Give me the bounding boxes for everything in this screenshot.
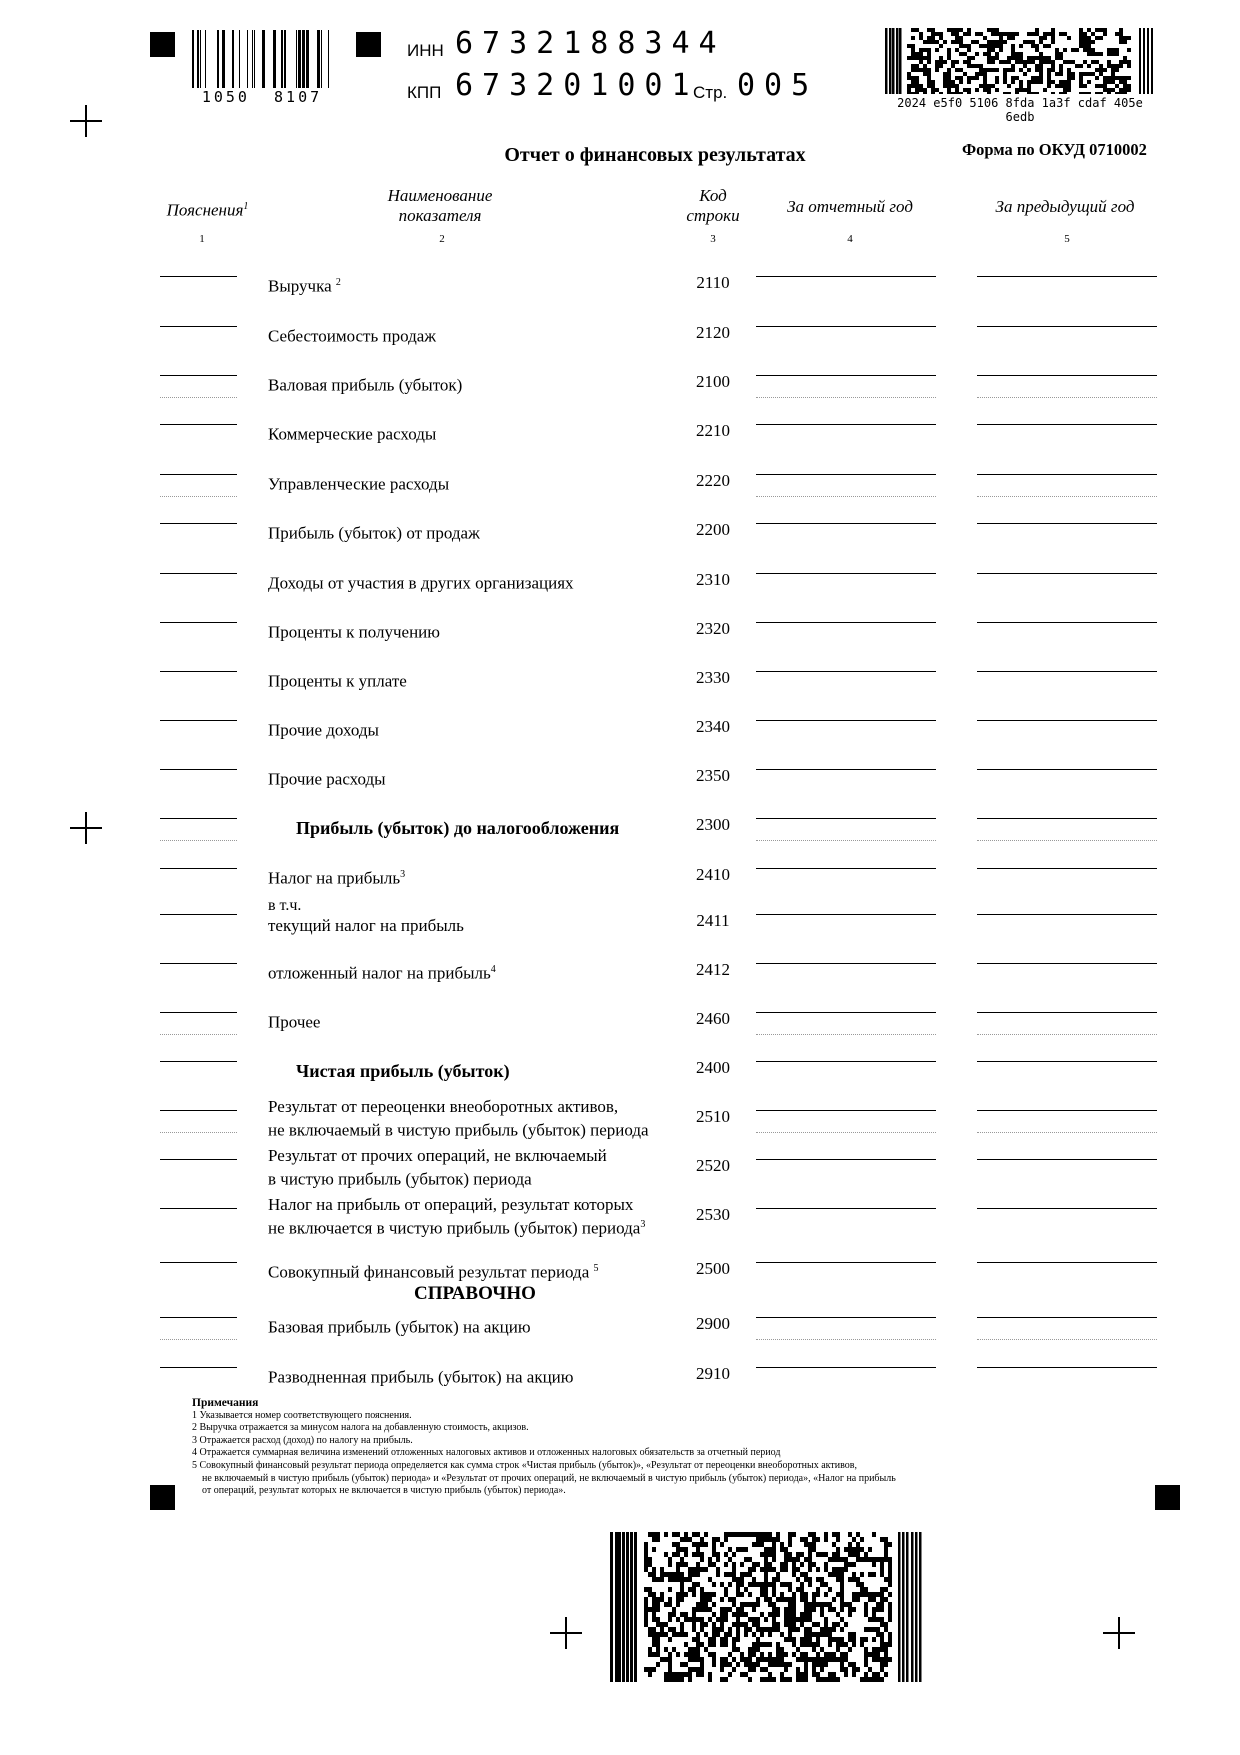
- current-year-value-cell[interactable]: [756, 573, 936, 574]
- note-item: 3 Отражается расход (доход) по налогу на прибыль.: [192, 1434, 413, 1446]
- row-name: Разводненная прибыль (убыток) на акцию: [268, 1367, 574, 1387]
- table-row: [0, 515, 1240, 559]
- note-item: 4 Отражается суммарная величина изменений отложенных налоговых активов и отложенных налоговых обязательств за отчетный период: [192, 1447, 781, 1459]
- table-row: [0, 663, 1240, 707]
- explanation-cell: [160, 276, 237, 277]
- kpp-label: КПП: [407, 83, 442, 102]
- row-name: Прочие доходы: [268, 720, 379, 740]
- explanation-cell: [160, 1208, 237, 1209]
- inn-value: 6732188344: [455, 26, 726, 61]
- row-name: отложенный налог на прибыль$^4$: [268, 963, 496, 983]
- row-name: Доходы от участия в других организациях: [268, 573, 574, 593]
- explanation-cell: [160, 1012, 237, 1013]
- column-header-code: Код строки: [686, 186, 740, 225]
- table-row: [0, 565, 1240, 609]
- previous-year-value-cell[interactable]: [977, 622, 1157, 623]
- explanation-cell: [160, 914, 237, 915]
- reference-heading: СПРАВОЧНО: [414, 1283, 536, 1304]
- note-item: 2 Выручка отражается за минусом налога на добавленную стоимость, акцизов.: [192, 1422, 529, 1434]
- explanation-cell: [160, 326, 237, 327]
- column-header-explanations: Пояснения$^1$: [166, 200, 249, 220]
- note-item: 5 Совокупный финансовый результат периода определяется как сумма строк «Чистая прибыль (убыток)», «Результат от переоценки внеоборотных активов,: [192, 1459, 858, 1471]
- row-name: Базовая прибыль (убыток) на акцию: [268, 1317, 531, 1337]
- row-code: 2530: [696, 1205, 730, 1224]
- row-name: Результат от прочих операций, не включаемый в чистую прибыль (убыток) периода: [268, 1146, 607, 1189]
- kpp-value: 673201001: [455, 68, 699, 103]
- previous-year-value-cell[interactable]: [977, 769, 1157, 770]
- previous-year-value-cell[interactable]: [977, 424, 1157, 425]
- row-code: 2350: [696, 766, 730, 785]
- notes-title: Примечания: [192, 1397, 259, 1409]
- dotted-guide: [160, 1034, 237, 1035]
- previous-year-value-cell[interactable]: [977, 326, 1157, 327]
- dotted-guide: [977, 397, 1157, 398]
- explanation-cell: [160, 868, 237, 869]
- previous-year-value-cell[interactable]: [977, 573, 1157, 574]
- table-row: [0, 268, 1240, 312]
- row-name: Прибыль (убыток) до налогообложения: [296, 818, 620, 838]
- table-row: [0, 1053, 1240, 1097]
- current-year-value-cell[interactable]: [756, 1262, 936, 1263]
- dotted-guide: [756, 1132, 936, 1133]
- table-row: [0, 761, 1240, 805]
- current-year-value-cell[interactable]: [756, 963, 936, 964]
- corner-marker-top-left: [150, 32, 175, 57]
- table-row: [0, 1309, 1240, 1353]
- row-code: 2330: [696, 668, 730, 687]
- row-code: 2412: [696, 960, 730, 979]
- row-name: Налог на прибыль$^3$: [268, 868, 406, 888]
- dotted-guide: [977, 840, 1157, 841]
- current-year-value-cell[interactable]: [756, 1317, 936, 1318]
- current-year-value-cell[interactable]: [756, 868, 936, 869]
- form-code: Форма по ОКУД 0710002: [962, 140, 1147, 159]
- current-year-value-cell[interactable]: [756, 326, 936, 327]
- table-row: [0, 1254, 1240, 1298]
- current-year-value-cell[interactable]: [756, 1061, 936, 1062]
- current-year-value-cell[interactable]: [756, 1208, 936, 1209]
- row-code: 2340: [696, 717, 730, 736]
- row-name: Совокупный финансовый результат периода $^5$: [268, 1262, 599, 1282]
- dotted-guide: [756, 840, 936, 841]
- previous-year-value-cell[interactable]: [977, 671, 1157, 672]
- current-year-value-cell[interactable]: [756, 671, 936, 672]
- row-name: Прочие расходы: [268, 769, 386, 789]
- row-code: 2520: [696, 1156, 730, 1175]
- dotted-guide: [756, 1034, 936, 1035]
- row-code: 2120: [696, 323, 730, 342]
- notes-section: [192, 1397, 1092, 1498]
- current-year-value-cell[interactable]: [756, 1110, 936, 1111]
- note-item: 1 Указывается номер соответствующего пояснения.: [192, 1409, 412, 1421]
- row-code: 2400: [696, 1058, 730, 1077]
- table-row: [0, 860, 1240, 904]
- current-year-value-cell[interactable]: [756, 720, 936, 721]
- dotted-guide: [160, 840, 237, 841]
- row-code: 2460: [696, 1009, 730, 1028]
- page-label: Стр.: [693, 83, 728, 102]
- row-code: 2500: [696, 1259, 730, 1278]
- column-header-name: Наименование показателя: [387, 186, 493, 225]
- table-row: [0, 1146, 1240, 1195]
- current-year-value-cell[interactable]: [756, 1367, 936, 1368]
- table-row: [0, 318, 1240, 362]
- explanation-cell: [160, 818, 237, 819]
- current-year-value-cell[interactable]: [756, 375, 936, 376]
- row-name: Коммерческие расходы: [268, 424, 437, 444]
- row-name: Валовая прибыль (убыток): [268, 375, 463, 395]
- dotted-guide: [160, 1339, 237, 1340]
- table-row: [0, 614, 1240, 658]
- explanation-cell: [160, 720, 237, 721]
- column-number-1: 1: [199, 233, 205, 245]
- row-name: Выручка $^2$: [268, 276, 341, 296]
- row-code: 2900: [696, 1314, 730, 1333]
- explanation-cell: [160, 375, 237, 376]
- previous-year-value-cell[interactable]: [977, 914, 1157, 915]
- table-row: [0, 810, 1240, 854]
- previous-year-value-cell[interactable]: [977, 474, 1157, 475]
- row-name: Управленческие расходы: [268, 474, 450, 494]
- current-year-value-cell[interactable]: [756, 424, 936, 425]
- current-year-value-cell[interactable]: [756, 1012, 936, 1013]
- inn-label: ИНН: [407, 41, 444, 60]
- row-code: 2110: [696, 273, 730, 292]
- current-year-value-cell[interactable]: [756, 523, 936, 524]
- previous-year-value-cell[interactable]: [977, 1262, 1157, 1263]
- row-code: 2220: [696, 471, 730, 490]
- row-name: Себестоимость продаж: [268, 326, 437, 346]
- table-row: [0, 367, 1240, 411]
- previous-year-value-cell[interactable]: [977, 523, 1157, 524]
- row-code: 2410: [696, 865, 730, 884]
- previous-year-value-cell[interactable]: [977, 1012, 1157, 1013]
- explanation-cell: [160, 1262, 237, 1263]
- table-row: [0, 1195, 1240, 1244]
- explanation-cell: [160, 1110, 237, 1111]
- crosshair-mark-top: [70, 105, 102, 137]
- explanation-cell: [160, 963, 237, 964]
- dotted-guide: [756, 496, 936, 497]
- current-year-value-cell[interactable]: [756, 276, 936, 277]
- table-row: [0, 416, 1240, 460]
- previous-year-value-cell[interactable]: [977, 963, 1157, 964]
- corner-marker-bottom-left: [150, 1485, 175, 1510]
- current-year-value-cell[interactable]: [756, 914, 936, 915]
- row-code: 2300: [696, 815, 730, 834]
- note-item-continuation: не включаемый в чистую прибыль (убыток) периода» и «Результат от прочих операций, не включаемый в чистую прибыль (убыток) периода», «Налог на прибыль: [202, 1472, 896, 1484]
- dotted-guide: [977, 1339, 1157, 1340]
- dotted-guide: [756, 397, 936, 398]
- dotted-guide: [160, 496, 237, 497]
- explanation-cell: [160, 474, 237, 475]
- row-code: 2200: [696, 520, 730, 539]
- previous-year-value-cell[interactable]: [977, 1110, 1157, 1111]
- dotted-guide: [977, 1034, 1157, 1035]
- row-code: 2510: [696, 1107, 730, 1126]
- current-year-value-cell[interactable]: [756, 1159, 936, 1160]
- column-number-2: 2: [439, 233, 445, 245]
- crosshair-mark-bottom-left: [550, 1617, 582, 1649]
- table-row: [0, 1097, 1240, 1146]
- dotted-guide: [977, 1132, 1157, 1133]
- table-row: [0, 897, 1240, 950]
- column-number-5: 5: [1064, 233, 1070, 245]
- qr-code-text: 2024 e5f0 5106 8fda 1a3f cdaf 405e 6edb: [897, 96, 1143, 124]
- column-number-3: 3: [710, 233, 716, 245]
- previous-year-value-cell[interactable]: [977, 1317, 1157, 1318]
- explanation-cell: [160, 769, 237, 770]
- row-code: 2100: [696, 372, 730, 391]
- dotted-guide: [756, 1339, 936, 1340]
- corner-marker-bottom-right: [1155, 1485, 1180, 1510]
- row-code: 2210: [696, 421, 730, 440]
- explanation-cell: [160, 1159, 237, 1160]
- row-name: Прибыль (убыток) от продаж: [268, 523, 480, 543]
- explanation-cell: [160, 424, 237, 425]
- column-header-current-year: За отчетный год: [787, 197, 913, 216]
- note-item-continuation: от операций, результат которых не включается в чистую прибыль (убыток) периода».: [202, 1485, 566, 1497]
- explanation-cell: [160, 573, 237, 574]
- linear-barcode: [192, 30, 332, 88]
- qr-code-top: [885, 28, 1155, 94]
- page-title: Отчет о финансовых результатах: [504, 144, 806, 166]
- explanation-cell: [160, 1061, 237, 1062]
- pdf417-barcode-bottom: [610, 1532, 922, 1682]
- table-row: [0, 712, 1240, 756]
- previous-year-value-cell[interactable]: [977, 1208, 1157, 1209]
- explanation-cell: [160, 622, 237, 623]
- column-number-4: 4: [847, 233, 853, 245]
- previous-year-value-cell[interactable]: [977, 1367, 1157, 1368]
- current-year-value-cell[interactable]: [756, 474, 936, 475]
- table-row: [0, 955, 1240, 999]
- row-name: Прочее: [268, 1012, 321, 1032]
- crosshair-mark-bottom-right: [1103, 1617, 1135, 1649]
- row-name: Проценты к получению: [268, 622, 440, 642]
- explanation-cell: [160, 523, 237, 524]
- previous-year-value-cell[interactable]: [977, 720, 1157, 721]
- previous-year-value-cell[interactable]: [977, 818, 1157, 819]
- current-year-value-cell[interactable]: [756, 769, 936, 770]
- row-code: 2910: [696, 1364, 730, 1383]
- current-year-value-cell[interactable]: [756, 818, 936, 819]
- previous-year-value-cell[interactable]: [977, 868, 1157, 869]
- dotted-guide: [160, 1132, 237, 1133]
- barcode-number: 1050 8107: [201, 88, 323, 106]
- row-code: 2310: [696, 570, 730, 589]
- row-code: 2411: [696, 911, 730, 930]
- corner-marker-top-mid: [356, 32, 381, 57]
- current-year-value-cell[interactable]: [756, 622, 936, 623]
- row-name: Налог на прибыль от операций, результат которых не включается в чистую прибыль (убыток) периода$^3$: [268, 1195, 646, 1238]
- page-number: 005: [737, 68, 819, 103]
- column-header-previous-year: За предыдущий год: [995, 197, 1135, 216]
- table-row: [0, 1004, 1240, 1048]
- previous-year-value-cell[interactable]: [977, 375, 1157, 376]
- explanation-cell: [160, 1317, 237, 1318]
- row-name: Чистая прибыль (убыток): [296, 1061, 510, 1081]
- row-name: Проценты к уплате: [268, 671, 407, 691]
- previous-year-value-cell[interactable]: [977, 1061, 1157, 1062]
- dotted-guide: [977, 496, 1157, 497]
- previous-year-value-cell[interactable]: [977, 1159, 1157, 1160]
- row-name: в т.ч. текущий налог на прибыль: [268, 897, 464, 935]
- explanation-cell: [160, 671, 237, 672]
- previous-year-value-cell[interactable]: [977, 276, 1157, 277]
- row-name: Результат от переоценки внеоборотных активов, не включаемый в чистую прибыль (убыток) периода: [268, 1097, 649, 1140]
- table-row: [0, 466, 1240, 510]
- explanation-cell: [160, 1367, 237, 1368]
- dotted-guide: [160, 397, 237, 398]
- row-code: 2320: [696, 619, 730, 638]
